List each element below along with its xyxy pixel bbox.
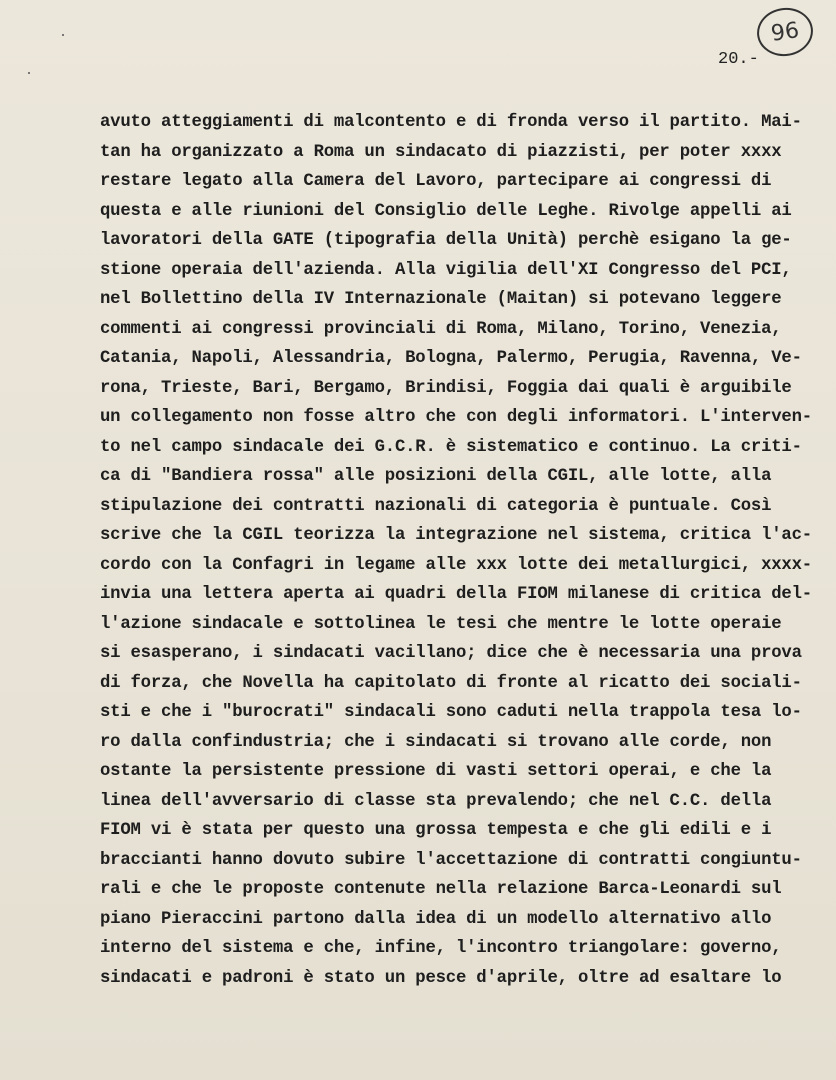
text-line: braccianti hanno dovuto subire l'accettazione di contratti congiuntu- [100,850,802,870]
text-line: stipulazione dei contratti nazionali di categoria è puntuale. Così [100,496,772,516]
text-line: rali e che le proposte contenute nella relazione Barca-Leonardi sul [100,880,782,899]
text-line: stione operaia dell'azienda. Alla vigilia dell'XI Congresso del PCI, [100,260,792,280]
text-line: avuto atteggiamenti di malcontento e di fronda verso il partito. Mai- [100,113,802,132]
text-line: restare legato alla Camera del Lavoro, partecipare ai congressi di [100,172,772,191]
text-line: rona, Trieste, Bari, Bergamo, Brindisi, Foggia dai quali è arguibile [100,378,792,398]
text-line: FIOM vi è stata per questo una grossa tempesta e che gli edili e i [100,821,772,840]
text-line: tan ha organizzato a Roma un sindacato di piazzisti, per poter xxxx [100,142,782,162]
page-number: 20.- [718,50,759,69]
text-line: ca di "Bandiera rossa" alle posizioni della CGIL, alle lotte, alla [100,467,772,486]
text-line: sti e che i "burocrati" sindacali sono caduti nella trappola tesa lo- [100,703,802,722]
text-line: ostante la persistente pressione di vasti settori operai, e che la [100,762,772,781]
text-line: un collegamento non fosse altro che con degli informatori. L'interven- [100,408,812,427]
text-line: questa e alle riunioni del Consiglio delle Leghe. Rivolge appelli ai [100,201,792,221]
text-line: cordo con la Confagri in legame alle xxx lotte dei metallurgici, xxxx- [100,555,812,575]
archive-stamp [754,4,816,59]
text-line: nel Bollettino della IV Internazionale (Maitan) si potevano leggere [100,290,782,309]
text-line: piano Pieraccini partono dalla idea di un modello alternativo allo [100,909,772,929]
body-text [100,108,812,993]
text-line: sindacati e padroni è stato un pesce d'aprile, oltre ad esaltare lo [100,968,782,988]
text-line: lavoratori della GATE (tipografia della Unità) perchè esigano la ge- [100,231,792,250]
paper-speck [62,34,64,36]
text-line: invia una lettera aperta ai quadri della FIOM milanese di critica del- [100,585,812,604]
text-line: si esasperano, i sindacati vacillano; dice che è necessaria una prova [100,644,802,663]
text-line: interno del sistema e che, infine, l'incontro triangolare: governo, [100,939,782,958]
text-line: linea dell'avversario di classe sta prevalendo; che nel C.C. della [100,791,772,811]
text-line: commenti ai congressi provinciali di Roma, Milano, Torino, Venezia, [100,319,782,339]
text-line: ro dalla confindustria; che i sindacati si trovano alle corde, non [100,732,772,752]
text-line: Catania, Napoli, Alessandria, Bologna, Palermo, Perugia, Ravenna, Ve- [100,349,802,368]
text-line: scrive che la CGIL teorizza la integrazione nel sistema, critica l'ac- [100,526,812,545]
stamp-number: 96 [769,17,801,47]
text-line: di forza, che Novella ha capitolato di fronte al ricatto dei sociali- [100,673,802,693]
paper-speck [28,72,30,74]
text-line: to nel campo sindacale dei G.C.R. è sistematico e continuo. La criti- [100,437,802,457]
text-line: l'azione sindacale e sottolinea le tesi che mentre le lotte operaie [100,614,782,634]
